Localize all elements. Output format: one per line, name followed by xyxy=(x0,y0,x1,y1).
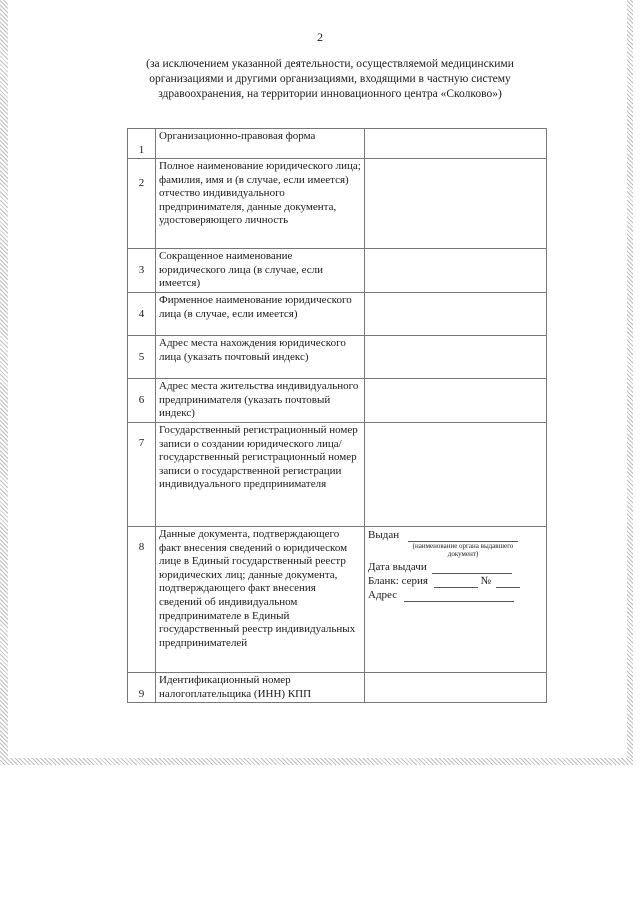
blank-series-label: Бланк: серия xyxy=(368,575,428,587)
issued-by-block xyxy=(365,527,547,673)
row-number: 7 xyxy=(128,423,156,527)
row-label: Идентификационный номер налогоплательщика (ИНН) КПП xyxy=(156,673,365,703)
row-label: Организационно-правовая форма xyxy=(156,129,365,159)
row-number: 2 xyxy=(128,159,156,249)
issued-label: Выдан xyxy=(368,529,400,541)
header-note: (за исключением указанной деятельности, осуществляемой медицинскими организациями и другими организациями, входящими в частную систему здравоохранения, на территории инновационного центра «Сколково») xyxy=(146,58,514,100)
page-border-bottom xyxy=(0,758,633,765)
row-value-field[interactable] xyxy=(365,293,547,336)
row-label: Государственный регистрационный номер записи о создании юридического лица/ государственный регистрационный номер записи о государственной регистрации индивидуального предпринимателя xyxy=(156,423,365,527)
date-label: Дата выдачи xyxy=(368,561,427,573)
table-row xyxy=(128,379,547,423)
row-label: Сокращенное наименование юридического лица (в случае, если имеется) xyxy=(156,249,365,293)
row-number: 8 xyxy=(128,527,156,673)
row-number: 6 xyxy=(128,379,156,423)
row-number: 5 xyxy=(128,336,156,379)
address-label: Адрес xyxy=(368,589,398,601)
row-value-field[interactable] xyxy=(365,673,547,703)
row-value-field[interactable] xyxy=(365,379,547,423)
row-value-field[interactable] xyxy=(365,423,547,527)
table-row xyxy=(128,336,547,379)
table-row xyxy=(128,159,547,249)
row-value-field[interactable] xyxy=(365,159,547,249)
table-row xyxy=(128,249,547,293)
row-label: Адрес места нахождения юридического лица (указать почтовый индекс) xyxy=(156,336,365,379)
address-field[interactable] xyxy=(404,601,514,602)
table-row xyxy=(128,293,547,336)
row-number: 1 xyxy=(128,129,156,159)
row-label: Адрес места жительства индивидуального предпринимателя (указать почтовый индекс) xyxy=(156,379,365,423)
page-border-right xyxy=(627,0,633,765)
table-row xyxy=(128,129,547,159)
page-number: 2 xyxy=(317,30,323,44)
row-value-field[interactable] xyxy=(365,336,547,379)
row-number: 3 xyxy=(128,249,156,293)
row-label: Данные документа, подтверждающего факт внесения сведений о юридическом лице в Единый государственный реестр юридических лиц; данные документа, подтверждающего факт внесения сведений об индивидуальном предпринимателе в Единый государственный реестр индивидуальных предпринимателей xyxy=(156,527,365,673)
row-label: Полное наименование юридического лица; фамилия, имя и (в случае, если имеется) отчество индивидуального предпринимателя, данные документа, удостоверяющего личность xyxy=(156,159,365,249)
registration-form-table xyxy=(127,128,547,703)
table-row xyxy=(128,527,547,673)
issuer-hint: (наименование органа выдавшего документ) xyxy=(412,542,514,558)
row-number: 4 xyxy=(128,293,156,336)
page-border-left xyxy=(0,0,8,765)
number-sign: № xyxy=(480,575,491,587)
row-value-field[interactable] xyxy=(365,129,547,159)
row-value-field[interactable] xyxy=(365,249,547,293)
row-number: 9 xyxy=(128,673,156,703)
table-row xyxy=(128,673,547,703)
row-label: Фирменное наименование юридического лица (в случае, если имеется) xyxy=(156,293,365,336)
table-row xyxy=(128,423,547,527)
